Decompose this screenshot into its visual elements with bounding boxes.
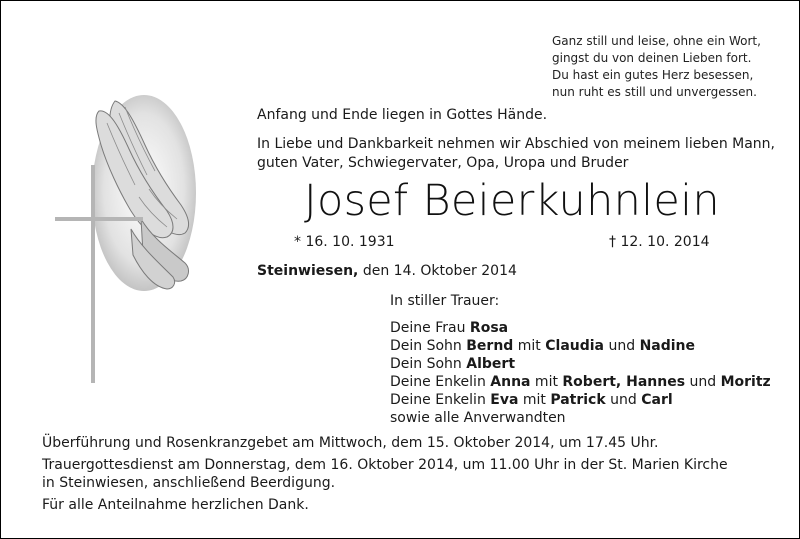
intro-text — [257, 106, 775, 173]
mourner-line: Deine Enkelin Eva mit Patrick und Carl — [390, 392, 673, 408]
place-name: Steinwiesen, — [257, 263, 359, 279]
poem-line: gingst du von deinen Lieben fort. — [552, 51, 752, 65]
mourner-line: Deine Frau Rosa — [390, 320, 509, 336]
mourner-line: sowie alle Anverwandten — [390, 410, 566, 426]
service-line-1: Überführung und Rosenkranzgebet am Mittwoch, dem 15. Oktober 2014, um 17.45 Uhr. — [42, 435, 659, 451]
service-details — [42, 434, 728, 514]
mourner-line: Dein Sohn Bernd mit Claudia und Nadine — [390, 338, 696, 354]
death-date: † 12. 10. 2014 — [609, 234, 710, 250]
service-line-3: in Steinwiesen, anschließend Beerdigung. — [42, 475, 336, 491]
intro-line-1: Anfang und Ende liegen in Gottes Hände. — [257, 107, 548, 123]
poem-line: nun ruht es still und unvergessen. — [552, 85, 757, 99]
poem-line: Ganz still und leise, ohne ein Wort, — [552, 34, 761, 48]
memorial-poem — [552, 33, 761, 101]
service-line-2: Trauergottesdienst am Donnerstag, dem 16. Oktober 2014, um 11.00 Uhr in der St. Marien Kirche — [42, 457, 728, 473]
mourners-list — [390, 292, 771, 427]
thanks-line: Für alle Anteilnahme herzlichen Dank. — [42, 497, 309, 513]
birth-date: * 16. 10. 1931 — [294, 234, 395, 250]
place-and-date — [257, 262, 517, 280]
deceased-name: Josef Beierkuhnlein — [304, 176, 720, 226]
praying-hands-cross-icon — [49, 93, 199, 388]
notice-date: den 14. Oktober 2014 — [358, 263, 517, 279]
mourner-line: Dein Sohn Albert — [390, 356, 516, 372]
poem-line: Du hast ein gutes Herz besessen, — [552, 68, 754, 82]
mourners-heading: In stiller Trauer: — [390, 293, 500, 309]
mourner-line: Deine Enkelin Anna mit Robert, Hannes und Moritz — [390, 374, 771, 390]
intro-line-2: In Liebe und Dankbarkeit nehmen wir Abschied von meinem lieben Mann, — [257, 136, 776, 152]
intro-line-3: guten Vater, Schwiegervater, Opa, Uropa und Bruder — [257, 155, 629, 171]
